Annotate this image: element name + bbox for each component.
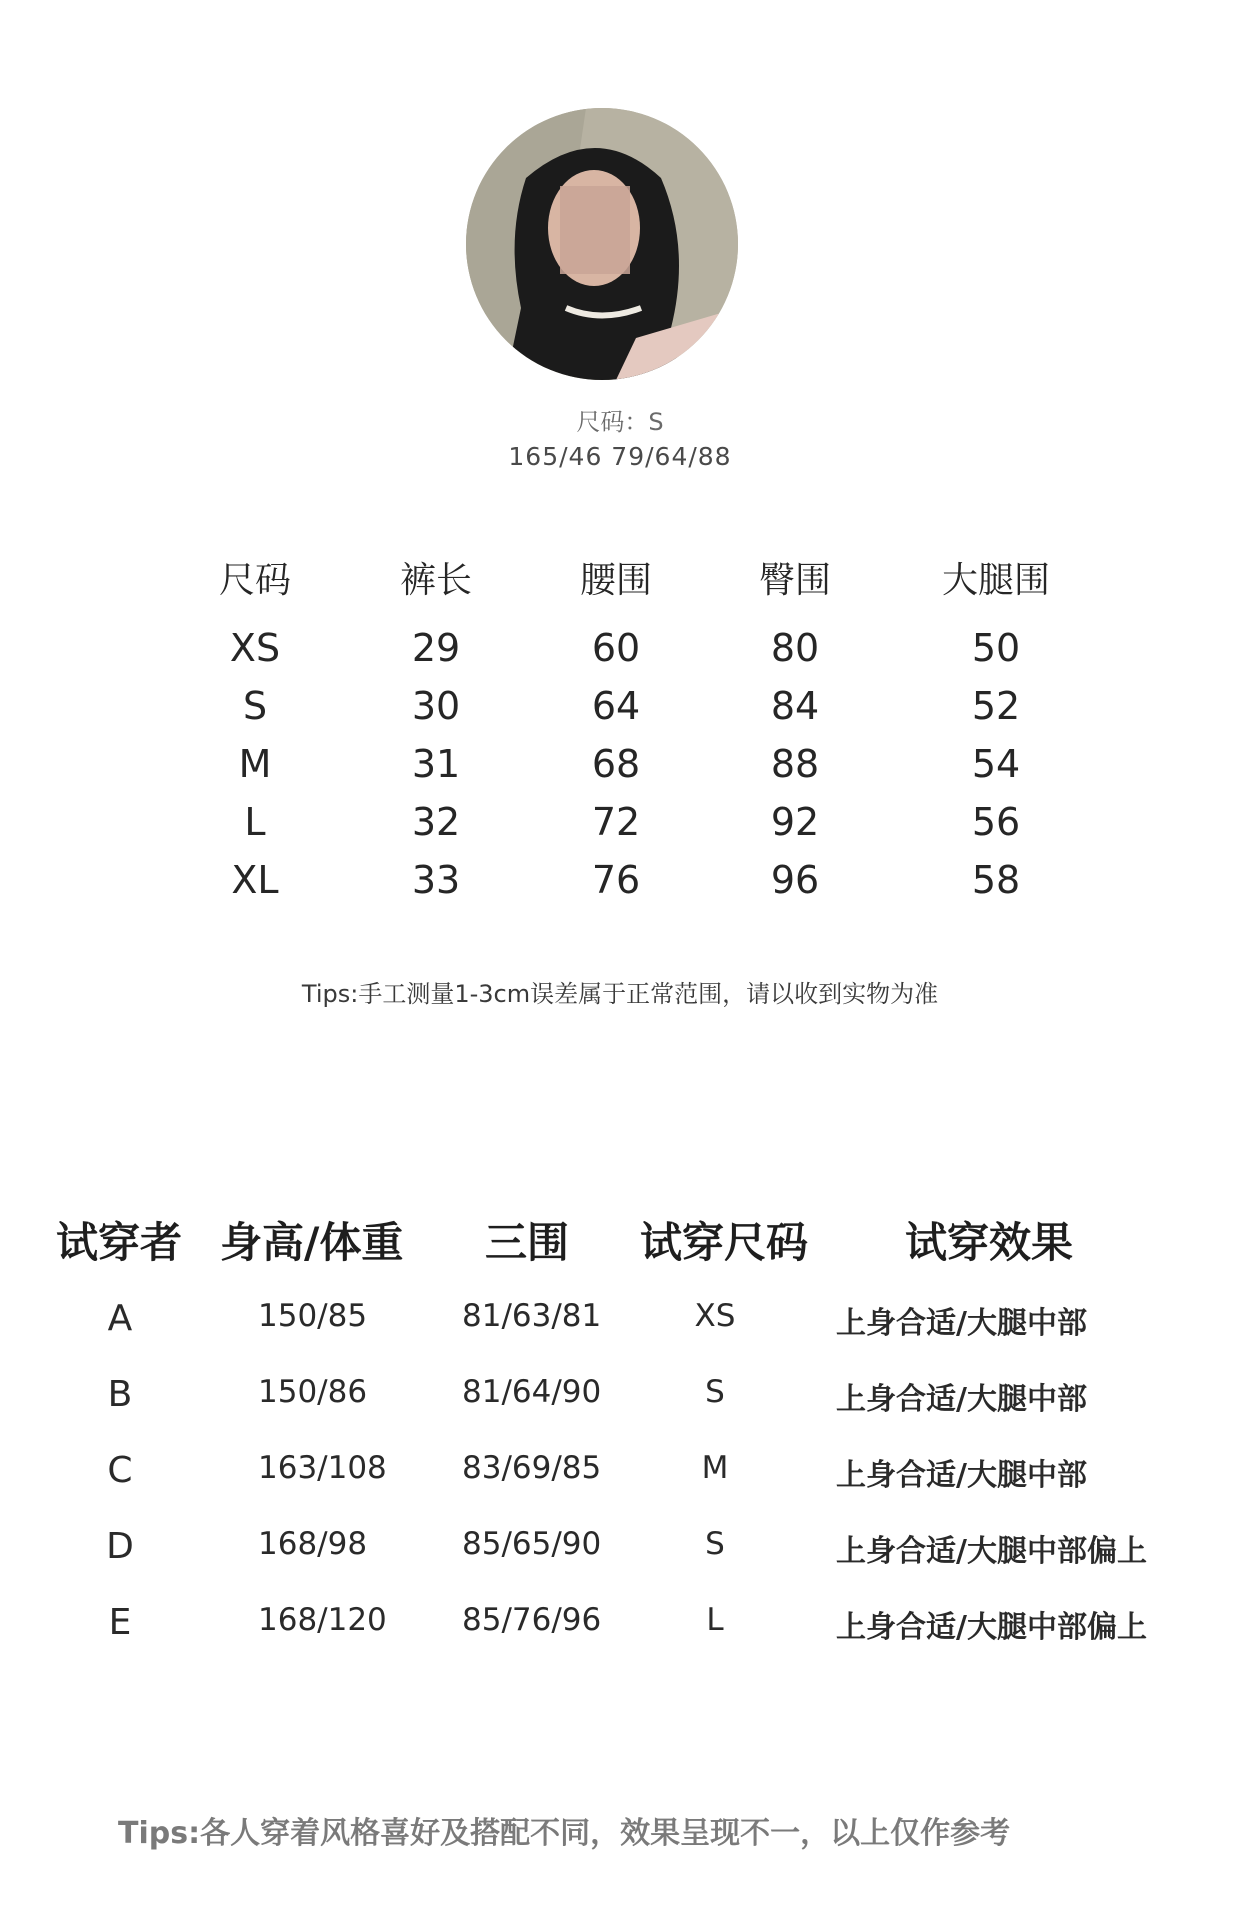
fit-chart-header — [0, 1210, 1240, 1267]
header-fit-effect: 试穿效果 — [905, 1218, 1074, 1267]
length-cell: 31 — [411, 742, 461, 786]
model-size-label: 尺码：S — [576, 408, 664, 436]
thigh-cell: 56 — [971, 800, 1021, 844]
measurements-cell: 81/64/90 — [462, 1374, 602, 1410]
size-cell: M — [238, 742, 272, 786]
height-weight-cell: 168/98 — [258, 1526, 368, 1562]
thigh-cell: 52 — [971, 684, 1021, 728]
fit-size-cell: L — [706, 1602, 724, 1638]
size-row — [0, 858, 1240, 908]
tester-cell: B — [107, 1374, 133, 1415]
tester-cell: A — [107, 1298, 133, 1339]
fit-row — [0, 1298, 1240, 1348]
fit-effect-cell: 上身合适/大腿中部偏上 — [836, 1610, 1147, 1645]
fit-effect-cell: 上身合适/大腿中部 — [836, 1458, 1087, 1493]
header-tester: 试穿者 — [56, 1218, 183, 1267]
size-row — [0, 800, 1240, 850]
measurements-cell: 81/63/81 — [462, 1298, 602, 1334]
fit-row — [0, 1526, 1240, 1576]
length-cell: 33 — [411, 858, 461, 902]
measurements-cell: 85/65/90 — [462, 1526, 602, 1562]
style-tip: Tips:各人穿着风格喜好及搭配不同，效果呈现不一，以上仅作参考 — [118, 1816, 1011, 1851]
fit-row — [0, 1450, 1240, 1500]
header-fit-size: 试穿尺码 — [640, 1218, 809, 1267]
hip-cell: 84 — [770, 684, 820, 728]
fit-row — [0, 1602, 1240, 1652]
header-hip: 臀围 — [758, 560, 831, 601]
fit-size-cell: XS — [694, 1298, 736, 1334]
fit-effect-cell: 上身合适/大腿中部 — [836, 1306, 1087, 1341]
fit-effect-cell: 上身合适/大腿中部 — [836, 1382, 1087, 1417]
size-row — [0, 684, 1240, 734]
height-weight-cell: 163/108 — [258, 1450, 387, 1486]
waist-cell: 60 — [591, 626, 641, 670]
header-thigh: 大腿围 — [941, 560, 1050, 601]
tester-cell: D — [106, 1526, 134, 1567]
height-weight-cell: 150/86 — [258, 1374, 368, 1410]
waist-cell: 72 — [591, 800, 641, 844]
size-row — [0, 626, 1240, 676]
hip-cell: 92 — [770, 800, 820, 844]
header-length: 裤长 — [399, 560, 472, 601]
header-waist: 腰围 — [579, 560, 652, 601]
waist-cell: 68 — [591, 742, 641, 786]
measurements-cell: 83/69/85 — [462, 1450, 602, 1486]
waist-cell: 76 — [591, 858, 641, 902]
fit-size-cell: S — [705, 1374, 725, 1410]
hip-cell: 88 — [770, 742, 820, 786]
model-photo — [466, 108, 738, 380]
fit-size-cell: M — [701, 1450, 729, 1486]
fit-effect-cell: 上身合适/大腿中部偏上 — [836, 1534, 1147, 1569]
thigh-cell: 50 — [971, 626, 1021, 670]
header-height-weight: 身高/体重 — [220, 1218, 404, 1267]
tester-cell: E — [108, 1602, 132, 1643]
header-measurements: 三围 — [485, 1218, 570, 1267]
thigh-cell: 58 — [971, 858, 1021, 902]
size-row — [0, 742, 1240, 792]
length-cell: 29 — [411, 626, 461, 670]
size-cell: XS — [229, 626, 281, 670]
length-cell: 30 — [411, 684, 461, 728]
size-cell: S — [242, 684, 268, 728]
height-weight-cell: 150/85 — [258, 1298, 368, 1334]
model-measurements: 165/46 79/64/88 — [508, 442, 732, 471]
thigh-cell: 54 — [971, 742, 1021, 786]
height-weight-cell: 168/120 — [258, 1602, 387, 1638]
size-chart-header — [0, 552, 1240, 602]
hip-cell: 96 — [770, 858, 820, 902]
waist-cell: 64 — [591, 684, 641, 728]
size-cell: L — [244, 800, 266, 844]
tester-cell: C — [107, 1450, 133, 1491]
fit-size-cell: S — [705, 1526, 725, 1562]
fit-row — [0, 1374, 1240, 1424]
length-cell: 32 — [411, 800, 461, 844]
size-cell: XL — [231, 858, 279, 902]
header-size: 尺码 — [218, 560, 291, 601]
measurements-cell: 85/76/96 — [462, 1602, 602, 1638]
measurement-tip: Tips:手工测量1-3cm误差属于正常范围，请以收到实物为准 — [301, 980, 939, 1008]
hip-cell: 80 — [770, 626, 820, 670]
